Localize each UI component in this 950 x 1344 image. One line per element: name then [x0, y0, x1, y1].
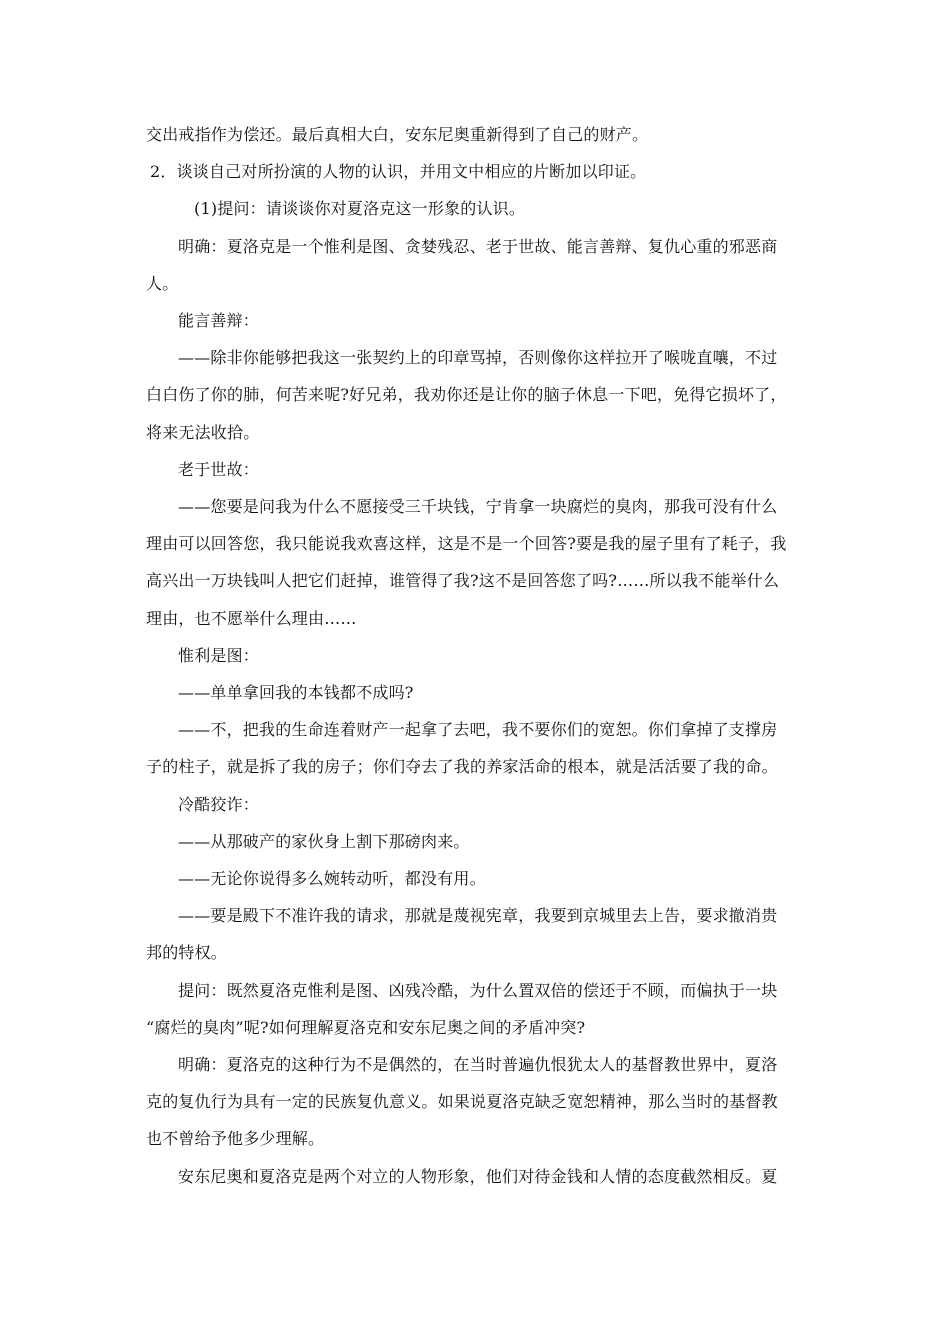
- text-line: 克的复仇行为具有一定的民族复仇意义。如果说夏洛克缺乏宽恕精神，那么当时的基督教: [146, 1092, 778, 1112]
- trait-heading: 冷酷狡诈：: [178, 794, 260, 814]
- quote-line: 将来无法收拾。: [146, 422, 260, 442]
- trait-heading: 老于世故：: [178, 459, 260, 479]
- text-line: 明确：夏洛克的这种行为不是偶然的，在当时普遍仇恨犹太人的基督教世界中，夏洛: [178, 1055, 778, 1075]
- text-line: “腐烂的臭肉”呢?如何理解夏洛克和安东尼奥之间的矛盾冲突?: [146, 1017, 586, 1037]
- quote-line: ——单单拿回我的本钱都不成吗?: [178, 683, 414, 703]
- quote-line: 白白伤了你的肺，何苦来呢?好兄弟，我劝你还是让你的脑子休息一下吧，免得它损坏了，: [146, 385, 787, 405]
- question-heading: 2．谈谈自己对所扮演的人物的认识，并用文中相应的片断加以印证。: [150, 162, 647, 182]
- quote-line: 理由可以回答您，我只能说我欢喜这样，这是不是一个回答?要是我的屋子里有了耗子，我: [146, 534, 787, 554]
- quote-line: ——要是殿下不准许我的请求，那就是蔑视宪章，我要到京城里去上告，要求撤消贵: [178, 906, 778, 926]
- quote-line: ——无论你说得多么婉转动听，都没有用。: [178, 869, 486, 889]
- sub-question: (1)提问：请谈谈你对夏洛克这一形象的认识。: [194, 199, 526, 219]
- quote-line: 邦的特权。: [146, 943, 228, 963]
- trait-heading: 惟利是图：: [178, 645, 260, 665]
- text-line: 人。: [146, 273, 179, 293]
- quote-line: ——您要是问我为什么不愿接受三千块钱，宁肯拿一块腐烂的臭肉，那我可没有什么: [178, 497, 778, 517]
- text-line: 明确：夏洛克是一个惟利是图、贪婪残忍、老于世故、能言善辩、复仇心重的邪恶商: [178, 236, 778, 256]
- quote-line: ——除非你能够把我这一张契约上的印章骂掉，否则像你这样拉开了喉咙直嚷，不过: [178, 348, 778, 368]
- quote-line: 子的柱子，就是拆了我的房子；你们夺去了我的养家活命的根本，就是活活要了我的命。: [146, 757, 778, 777]
- text-line: 安东尼奥和夏洛克是两个对立的人物形象，他们对待金钱和人情的态度截然相反。夏: [178, 1166, 778, 1186]
- text-line: 也不曾给予他多少理解。: [146, 1129, 325, 1149]
- quote-line: ——不，把我的生命连着财产一起拿了去吧，我不要你们的宽恕。你们拿掉了支撑房: [178, 720, 778, 740]
- quote-line: 高兴出一万块钱叫人把它们赶掉，谁管得了我?这不是回答您了吗?……所以我不能举什么: [146, 571, 780, 591]
- quote-line: ——从那破产的家伙身上割下那磅肉来。: [178, 831, 470, 851]
- text-line: 交出戒指作为偿还。最后真相大白，安东尼奥重新得到了自己的财产。: [146, 125, 649, 144]
- document-page: [146, 116, 808, 1195]
- text-line: 提问：既然夏洛克惟利是图、凶残冷酷，为什么置双倍的偿还于不顾，而偏执于一块: [178, 980, 778, 1000]
- trait-heading: 能言善辩：: [178, 311, 260, 331]
- quote-line: 理由，也不愿举什么理由……: [146, 608, 357, 628]
